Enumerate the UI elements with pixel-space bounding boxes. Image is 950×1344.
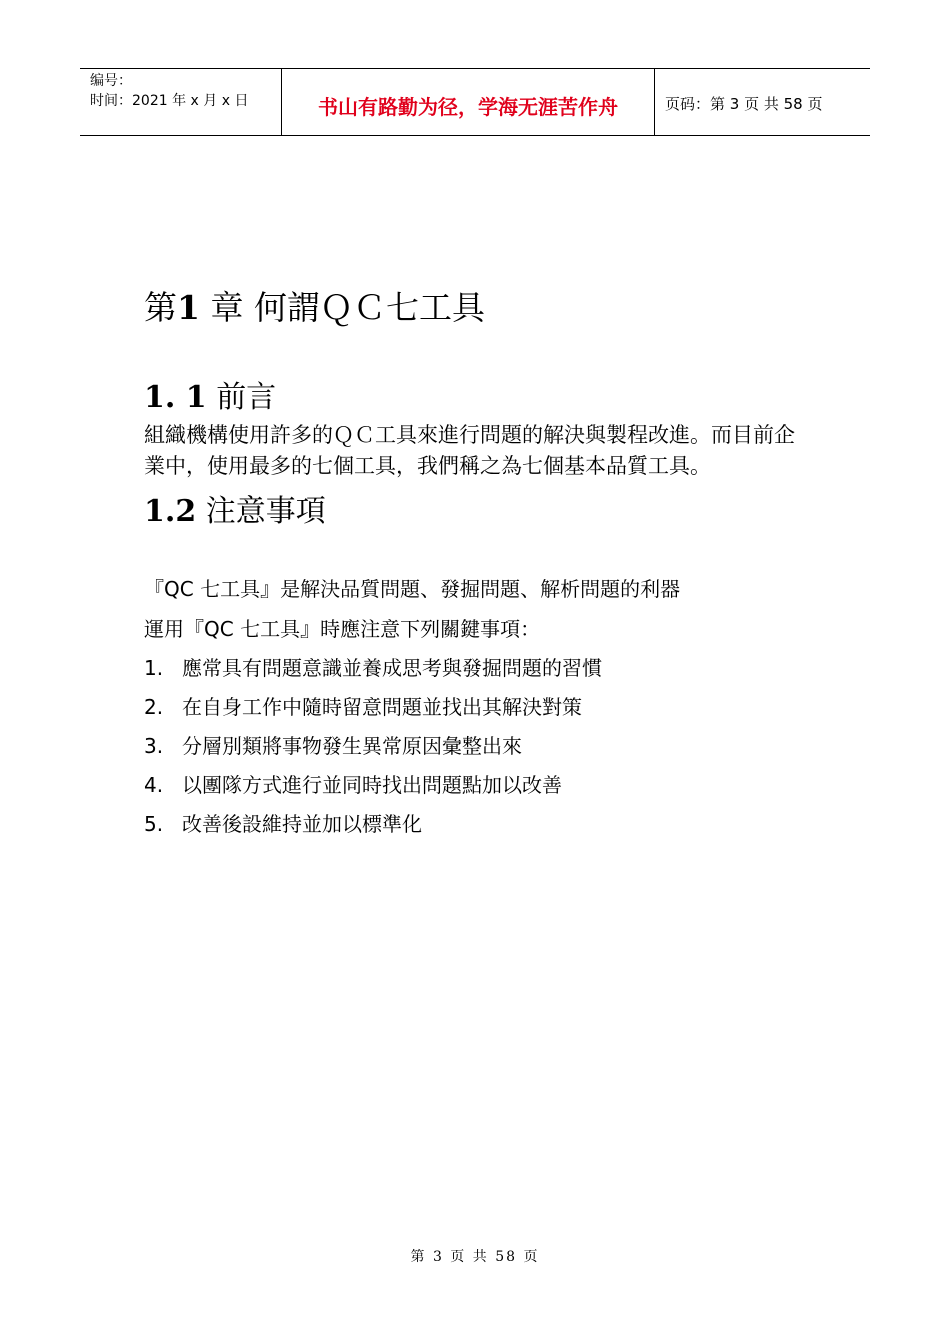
number-label: 编号： <box>90 73 132 89</box>
list-text: 分層別類將事物發生異常原因彙整出來 <box>182 734 522 758</box>
notes-intro-line: 『QC 七工具』是解決品質問題、發掘問題、解析問題的利器 <box>144 577 681 601</box>
header-info <box>90 71 248 111</box>
chapter-number: 1 <box>177 288 200 327</box>
list-text: 在自身工作中隨時留意問題並找出其解決對策 <box>182 695 582 719</box>
header-page-info: 页码：第 3 页 共 58 页 <box>665 95 823 113</box>
section-number: 1. 1 <box>144 380 207 415</box>
chapter-title <box>144 282 485 329</box>
list-number: 1. <box>144 656 164 680</box>
page-footer: 第 3 页 共 58 页 <box>410 1249 540 1265</box>
list-item <box>144 730 522 759</box>
notes-usage-line: 運用『QC 七工具』時應注意下列關鍵事項： <box>144 617 541 641</box>
time-label: 时间：2021 年 x 月 x 日 <box>90 93 249 109</box>
list-text: 改善後設維持並加以標準化 <box>182 812 422 836</box>
list-number: 5. <box>144 812 164 836</box>
list-item <box>144 808 422 837</box>
list-number: 4. <box>144 773 164 797</box>
section-heading-notes <box>144 486 326 530</box>
section-title: 前言 <box>216 380 277 415</box>
list-item <box>144 652 602 681</box>
preface-paragraph: 組織機構使用許多的ＱＣ工具來進行問題的解決與製程改進。而目前企業中，使用最多的七個工具，我們稱之為七個基本品質工具。 <box>144 423 795 478</box>
list-text: 應常具有問題意識並養成思考與發掘問題的習慣 <box>182 656 602 680</box>
chapter-prefix: 第 <box>144 288 177 327</box>
section-heading-preface <box>144 372 276 416</box>
section-number: 1.2 <box>144 494 197 529</box>
list-item <box>144 769 562 798</box>
list-item <box>144 691 582 720</box>
page-header <box>80 68 870 136</box>
header-divider <box>654 69 655 135</box>
chapter-name: 章 何謂ＱＣ七工具 <box>210 288 485 327</box>
section-title: 注意事項 <box>205 494 326 529</box>
list-number: 2. <box>144 695 164 719</box>
list-text: 以團隊方式進行並同時找出問題點加以改善 <box>182 773 562 797</box>
list-number: 3. <box>144 734 164 758</box>
header-motto: 书山有路勤为径，学海无涯苦作舟 <box>318 95 618 119</box>
